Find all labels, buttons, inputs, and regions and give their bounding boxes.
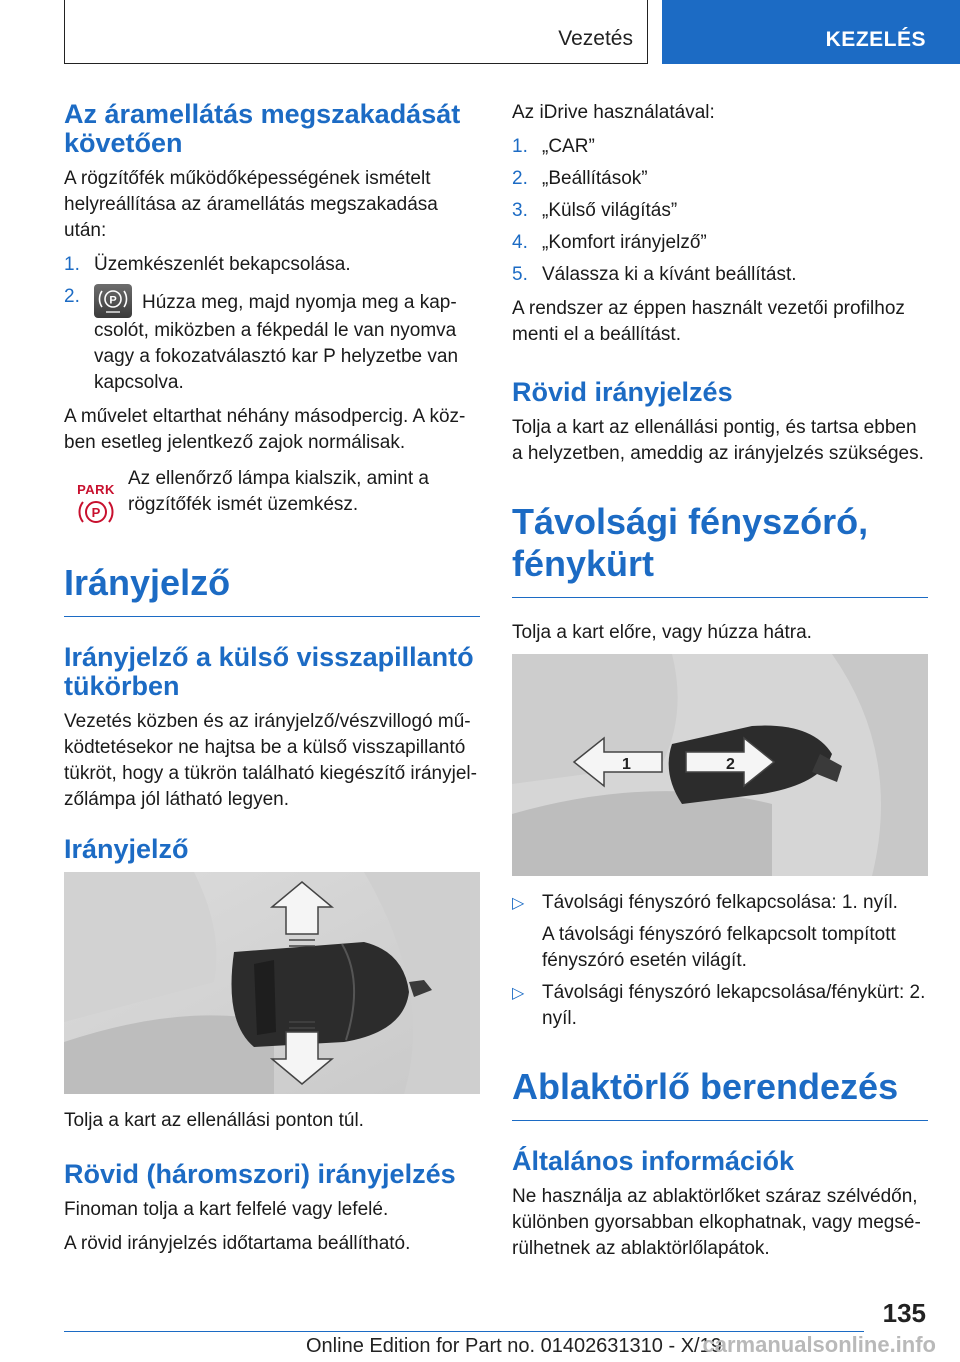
power-loss-steps: [64, 252, 480, 396]
list-item: [512, 890, 928, 974]
step-number: 5.: [512, 264, 528, 285]
step-number: 4.: [512, 232, 528, 253]
high-beam-bullets: [512, 890, 928, 1032]
park-indicator-word: PARK: [77, 482, 115, 497]
header-chapter-box: [662, 0, 960, 64]
page-number: 135: [882, 1298, 926, 1328]
heading-turn-signal: Irányjelző: [64, 562, 480, 617]
turn-signal-lever-image: [64, 872, 480, 1094]
high-beam-lever-image: [512, 654, 928, 876]
step-number: 2.: [512, 168, 528, 189]
svg-text:P: P: [109, 294, 117, 307]
parking-brake-switch-icon: [94, 284, 132, 318]
paragraph-idrive: Az iDrive használatával:: [512, 102, 715, 123]
bullet-text: Távolsági fényszóró lekapcsolása/fénykürt: 2. nyíl.: [542, 982, 926, 1029]
step-number: 1.: [64, 254, 80, 275]
step-number: 3.: [512, 200, 528, 221]
heading-high-beam: Távolsági fényszóró, fénykürt: [512, 501, 928, 598]
list-item: [64, 252, 480, 278]
list-item: [512, 134, 928, 160]
indicator-note: [64, 466, 480, 526]
heading-after-power-loss: Az áramellátás megszakadását követően: [64, 99, 461, 158]
list-item: [512, 198, 928, 224]
bullet-text: Távolsági fényszóró felkapcsolása: 1. nyíl.: [542, 892, 898, 913]
heading-short-signal: Rövid irányjelzés: [512, 377, 733, 407]
header-section-box: [64, 0, 648, 64]
step-number: 1.: [512, 136, 528, 157]
watermark: carmanualsonline.info: [702, 1332, 936, 1357]
heading-general-info: Általános információk: [512, 1146, 795, 1176]
list-item: [64, 284, 480, 396]
step-text: „Beállítások”: [542, 168, 648, 189]
high-beam-arrow-label-2: 2: [726, 756, 735, 773]
left-column: [64, 100, 480, 1265]
step-text: Húzza meg, majd nyomja meg a kapcsolót, miközben a fékpedál le van nyomva vagy a fokozatválasztó kar P helyzetbe van kapcsolva.: [94, 292, 459, 393]
step-text: „Komfort irányjelző”: [542, 232, 707, 253]
high-beam-arrow-label-1: 1: [622, 756, 631, 773]
list-item: [512, 980, 928, 1032]
paragraph-wiper: Ne használja az ablaktörlőket száraz szélvédőn, különben gyorsabban elkophatnak, vagy megsérülhetnek az ablaktörlőlapátok.: [512, 1186, 921, 1259]
list-item: [512, 262, 928, 288]
idrive-steps: [512, 134, 928, 288]
list-item: [512, 166, 928, 192]
right-column: [512, 100, 928, 1270]
paragraph-power-loss: A rögzítőfék működőképességének ismételt helyreállítása az áramellátás megszakadása után:: [64, 168, 438, 241]
header-chapter-title: KEZELÉS: [825, 28, 926, 51]
paragraph-wait: A művelet eltarthat néhány másodpercig. A közben esetleg jelentkező zajok normálisak.: [64, 406, 466, 453]
heading-mirror-turn-signal: Irányjelző a külső visszapillantó tükörben: [64, 642, 474, 701]
step-text: „Külső világítás”: [542, 200, 678, 221]
park-indicator-icon: [64, 466, 128, 526]
heading-turn-signal-lever: Irányjelző: [64, 834, 189, 864]
paragraph-profile: A rendszer az éppen használt vezetői profilhoz menti el a beállítást.: [512, 298, 905, 345]
paragraph-short-signal: Tolja a kart az ellenállási pontig, és tartsa ebben a helyzetben, ameddig az irányjelzés szükséges.: [512, 417, 924, 464]
heading-triple-signal: Rövid (háromszori) irányjelzés: [64, 1159, 456, 1189]
step-text: Válassza ki a kívánt beállítást.: [542, 264, 797, 285]
paragraph-triple-1: Finoman tolja a kart felfelé vagy lefelé.: [64, 1199, 389, 1220]
park-indicator-symbol: P: [91, 505, 101, 520]
edition-text: Online Edition for Part no. 01402631310 - X/19: [306, 1335, 722, 1357]
paragraph-push-lever: Tolja a kart az ellenállási ponton túl.: [64, 1110, 364, 1131]
step-number: 2.: [64, 286, 80, 307]
step-text: „CAR”: [542, 136, 595, 157]
paragraph-high-beam: Tolja a kart előre, vagy húzza hátra.: [512, 622, 812, 643]
note-text: Az ellenőrző lámpa kialszik, amint a rögzítőfék ismét üzemkész.: [128, 468, 429, 515]
triangle-bullet-icon: ▷: [512, 895, 525, 912]
triangle-bullet-icon: ▷: [512, 985, 525, 1002]
paragraph-mirror: Vezetés közben és az irányjelző/vészvillogó működtetésekor ne hajtsa be a külső visszapillantó tükröt, hogy a tükrön található kiegészítő irányjelzőlámpa jól látható legyen.: [64, 711, 477, 810]
step-text: Üzemkészenlét bekapcsolása.: [94, 254, 351, 275]
list-item: [512, 230, 928, 256]
header-section-title: Vezetés: [558, 27, 633, 50]
heading-wiper: Ablaktörlő berendezés: [512, 1066, 928, 1121]
paragraph-triple-2: A rövid irányjelzés időtartama beállítható.: [64, 1233, 411, 1254]
bullet-subtext: A távolsági fényszóró felkapcsolt tompított fényszóró esetén világít.: [542, 924, 896, 971]
